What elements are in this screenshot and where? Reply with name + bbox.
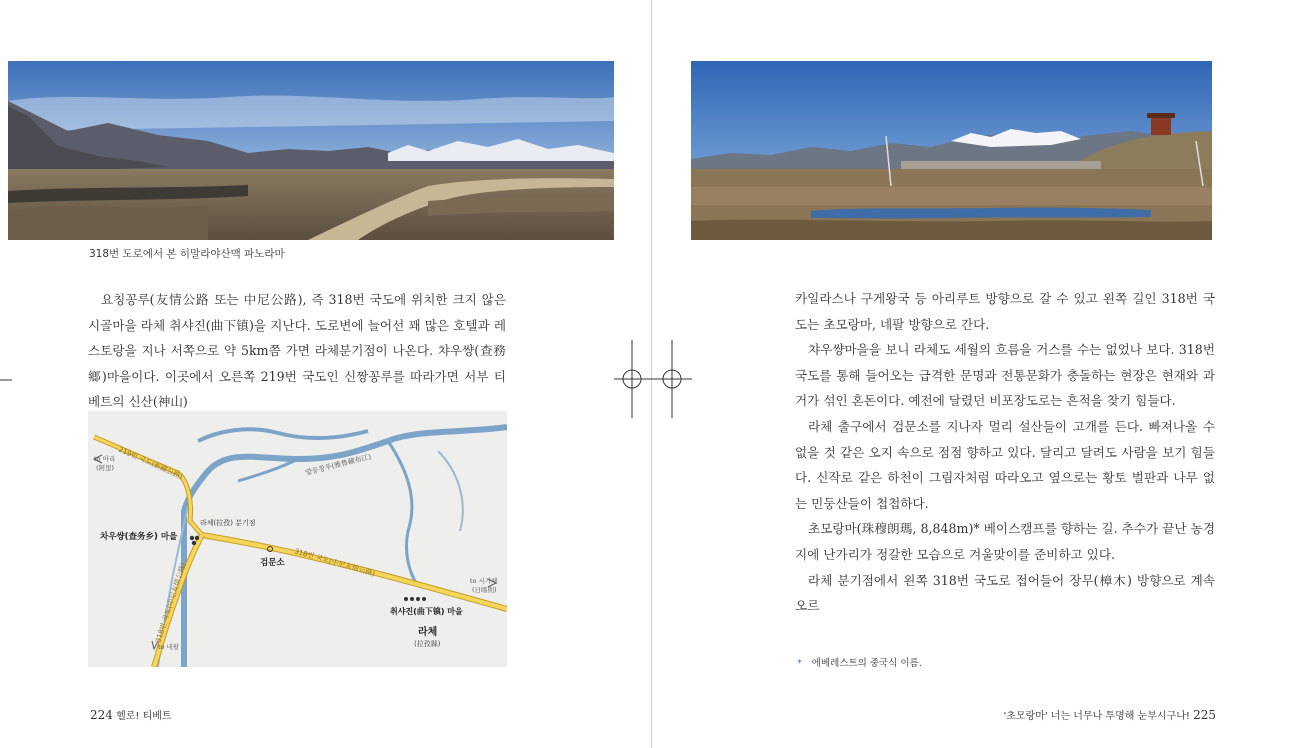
label-road-318: 318번 국도(中尼友情公路) — [293, 547, 376, 578]
lhatse-village-panorama-photo — [691, 61, 1212, 240]
label-junction: 라체(拉孜) 분기점 — [200, 519, 256, 527]
label-to-nepal: to 네팔 — [158, 643, 180, 651]
paragraph: 라체 출구에서 검문소를 지나자 멀리 설산들이 고개를 든다. 빠져나올 수 없을 것 같은 오지 속으로 점점 향하고 있다. 달리고 달려도 사람을 보기 힘들다. 신작로 같은 하천이 그림자처럼 따라오고 옆으로는 황토 벌판과 나무 없는 민둥산들이 첩첩하다. — [795, 418, 1215, 511]
paragraph: 카일라스나 구게왕국 등 아리루트 방향으로 갈 수 있고 왼쪽 길인 318번 국도는 초모랑마, 네팔 방향으로 간다. — [795, 291, 1215, 332]
himalaya-panorama-photo — [8, 61, 614, 240]
label-to-shigatse: to 시가체 — [470, 577, 498, 585]
left-folio — [90, 707, 172, 722]
chapter-title: '초모랑마' 너는 너무나 투명해 눈부시구나! — [1003, 711, 1190, 722]
paragraph: 요칭꽁루(友情公路 또는 中尼公路), 즉 318번 국도에 위치한 크지 않은 시골마을 라체 취샤진(曲下镇)을 지난다. 도로변에 늘어선 꽤 많은 호텔과 레스토랑을 지나 서쪽으로 약 5km쯤 가면 라체분기점이 나온다. 챠우썅(查務鄉)마을이다. 이곳에서 오른쪽 219번 국도인 신짱꽁루를 따라가면 서부 티베트의 신산(神山) — [88, 292, 506, 410]
right-folio — [1003, 707, 1216, 722]
label-to-shigatse-cn: (日喀則) — [472, 586, 497, 594]
paragraph: 라체 분기점에서 왼쪽 318번 국도로 접어들어 장무(樟木) 방향으로 계속 오르 — [795, 572, 1215, 614]
footnote-mark: * — [797, 658, 802, 669]
registration-mark — [608, 340, 698, 420]
book-title: 헬로! 티베트 — [116, 711, 172, 722]
label-road-219: 219번 국도(新藏公路) — [117, 445, 184, 482]
label-city: 라체 — [418, 627, 438, 638]
right-page-body — [795, 286, 1215, 619]
route-map — [88, 411, 507, 667]
label-river: 얄룽창푸(雅鲁藏布江) — [304, 452, 372, 477]
paragraph: 초모랑마(珠穆朗瑪, 8,848m)* 베이스캠프를 향하는 길. 추수가 끝난 농경지에 난가리가 정갈한 모습으로 겨울맞이를 준비하고 있다. — [795, 521, 1215, 562]
label-to-ali-cn: (阿里) — [96, 464, 115, 472]
paragraph: 챠우썅마을을 보니 라체도 세월의 흐름을 거스를 수는 없었나 보다. 318번 국도를 통해 들어오는 급격한 문명과 전통문화가 충돌하는 현장은 현재와 과거가 섞인 혼돈이다. 예전에 달렸던 비포장도로는 흔적을 찾기 힘들다. — [795, 342, 1215, 409]
photo-caption: 318번 도로에서 본 히말라야산맥 파노라마 — [89, 248, 285, 260]
page-number: 225 — [1193, 708, 1216, 722]
page-number: 224 — [90, 708, 113, 722]
crop-mark — [0, 370, 12, 390]
label-checkpoint: 검문소 — [260, 558, 285, 568]
label-village-chau: 차우썅(查务乡) 마을 — [100, 532, 178, 542]
label-city-cn: (拉孜縣) — [414, 640, 441, 648]
label-village-qu: 취샤진(曲下镇) 마을 — [390, 607, 463, 616]
label-to-ali: to 아리 — [94, 455, 116, 463]
label-road-318-south: 318번 국도(中尼友情公路) — [154, 561, 188, 644]
footnote — [797, 655, 922, 669]
left-page-body — [88, 287, 506, 415]
footnote-text: 에베레스트의 중국식 이름. — [811, 658, 922, 669]
